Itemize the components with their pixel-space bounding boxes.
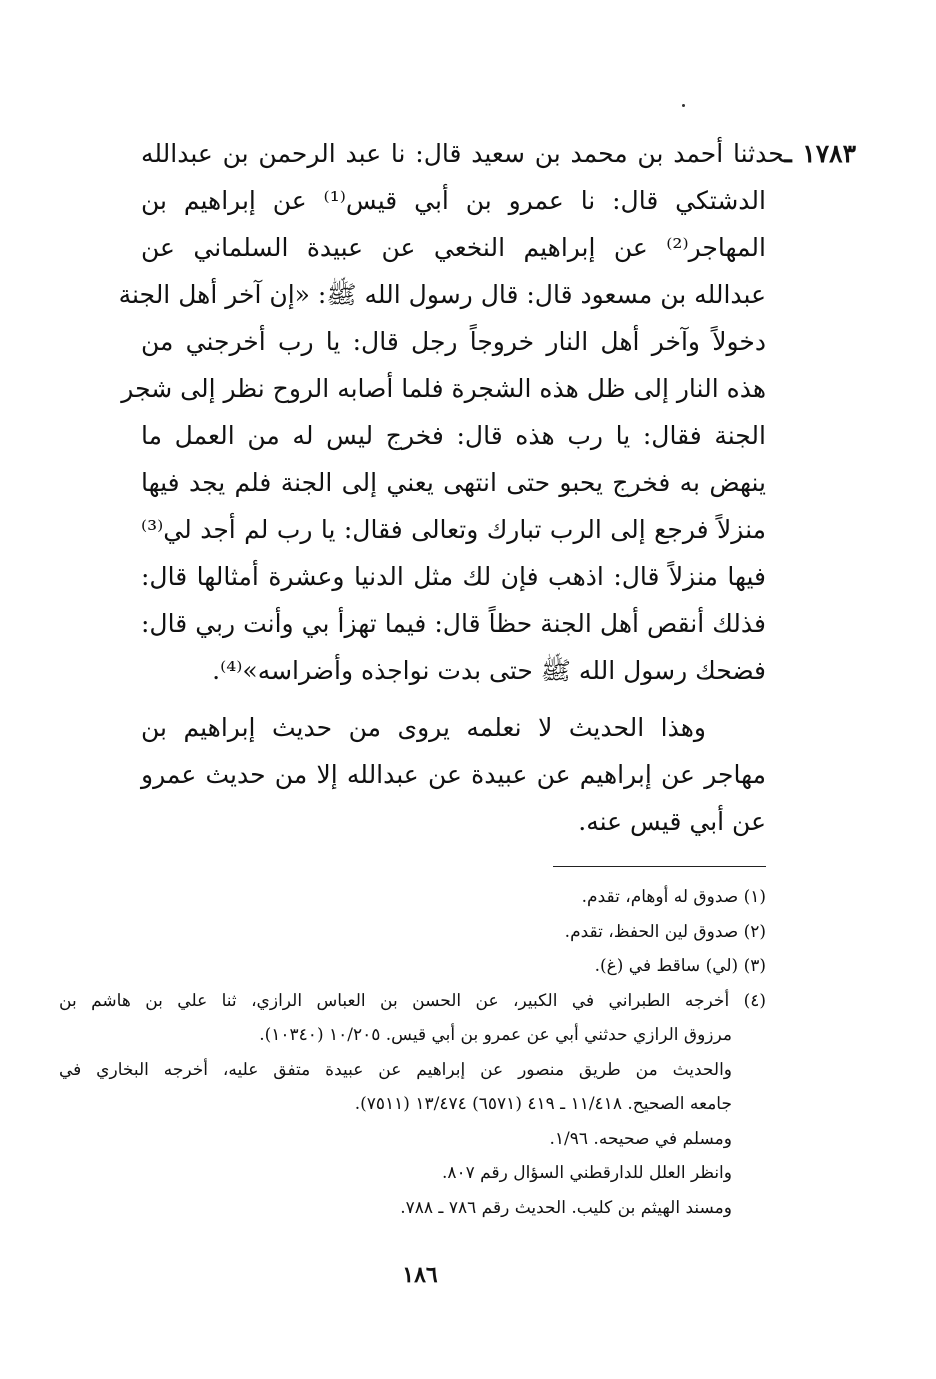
hadith-line-10: فيها منزلاً قال: اذهب فإن لك مثل الدنيا وعشرة أمثالها قال:	[141, 562, 766, 591]
author-comment	[141, 704, 766, 845]
hadith-line-12: فضحك رسول الله ﷺ حتى بدت نواجذه وأضراسه»⁽⁴⁾.	[212, 656, 766, 685]
footnote-4-cont-3: جامعه الصحيح. ١١/٤١٨ ـ ٤١٩ (٦٥٧١) ١٣/٤٧٤ (٧٥١١).	[354, 1094, 732, 1114]
hadith-line-3: المهاجر⁽²⁾ عن إبراهيم النخعي عن عبيدة السلماني عن	[141, 233, 766, 262]
page-number: ١٨٦	[402, 1262, 438, 1288]
comment-line-3: عن أبي قيس عنه.	[578, 807, 766, 836]
hadith-line-8: ينهض به فخرج يحبو حتى انتهى يعني إلى الجنة فلم يجد فيها	[141, 468, 766, 497]
hadith-line-11: فذلك أنقص أهل الجنة حظاً قال: فيما تهزأ بي وأنت ربي قال:	[141, 609, 766, 638]
hadith-line-6: هذه النار إلى ظل هذه الشجرة فلما أصابه الروح نظر إلى شجر	[121, 374, 766, 403]
footnote-4-cont-6: ومسند الهيثم بن كليب. الحديث رقم ٧٨٦ ـ ٧٨٨.	[400, 1197, 732, 1218]
comment-line-1: وهذا الحديث لا نعلمه يروى من حديث إبراهيم بن	[141, 713, 706, 742]
footnote-separator	[553, 866, 766, 867]
footnote-1: (١) صدوق له أوهام، تقدم.	[581, 887, 766, 907]
hadith-line-4: عبدالله بن مسعود قال: قال رسول الله ﷺ: «إن آخر أهل الجنة	[118, 280, 766, 309]
hadith-1783	[118, 130, 856, 694]
hadith-line-5: دخولاً وآخر أهل النار خروجاً رجل قال: يا رب أخرجني من	[141, 327, 766, 356]
footnote-2: (٢) صدوق لين الحفظ، تقدم.	[564, 921, 766, 942]
hadith-line-2: الدشتكي قال: نا عمرو بن أبي قيس⁽¹⁾ عن إبراهيم بن	[141, 186, 766, 215]
footnote-3: (٣) (لي) ساقط في (غ).	[594, 956, 766, 976]
footnote-4: (٤) أخرجه الطبراني في الكبير، عن الحسن بن العباس الرازي، ثنا علي بن هاشم بن	[59, 990, 766, 1011]
footnote-4-cont-1: مرزوق الرازي حدثني أبي عن عمرو بن أبي قيس. ١٠/٢٠٥ (١٠٣٤٠).	[259, 1025, 732, 1045]
comment-line-2: مهاجر عن إبراهيم عن عبيدة عن عبدالله إلا من حديث عمرو	[141, 760, 766, 789]
footnote-4-cont-2: والحديث من طريق منصور عن إبراهيم عن عبيدة متفق عليه، أخرجه البخاري في	[59, 1059, 732, 1080]
main-text	[118, 130, 856, 845]
footnotes	[59, 880, 766, 1225]
page-speck	[682, 104, 685, 107]
hadith-number: ١٧٨٣ ـ	[784, 139, 856, 168]
footnote-4-cont-5: وانظر العلل للدارقطني السؤال رقم ٨٠٧.	[441, 1163, 732, 1183]
hadith-line-9: منزلاً فرجع إلى الرب تبارك وتعالى فقال: يا رب لم أجد لي⁽³⁾	[141, 515, 766, 544]
hadith-line-7: الجنة فقال: يا رب هذه قال: فخرج ليس له من العمل ما	[141, 421, 766, 450]
footnote-4-cont-4: ومسلم في صحيحه. ١/٩٦.	[549, 1128, 732, 1149]
hadith-line-1: ١٧٨٣ ـحدثنا أحمد بن محمد بن سعيد قال: نا عبد الرحمن بن عبدالله	[141, 139, 856, 168]
